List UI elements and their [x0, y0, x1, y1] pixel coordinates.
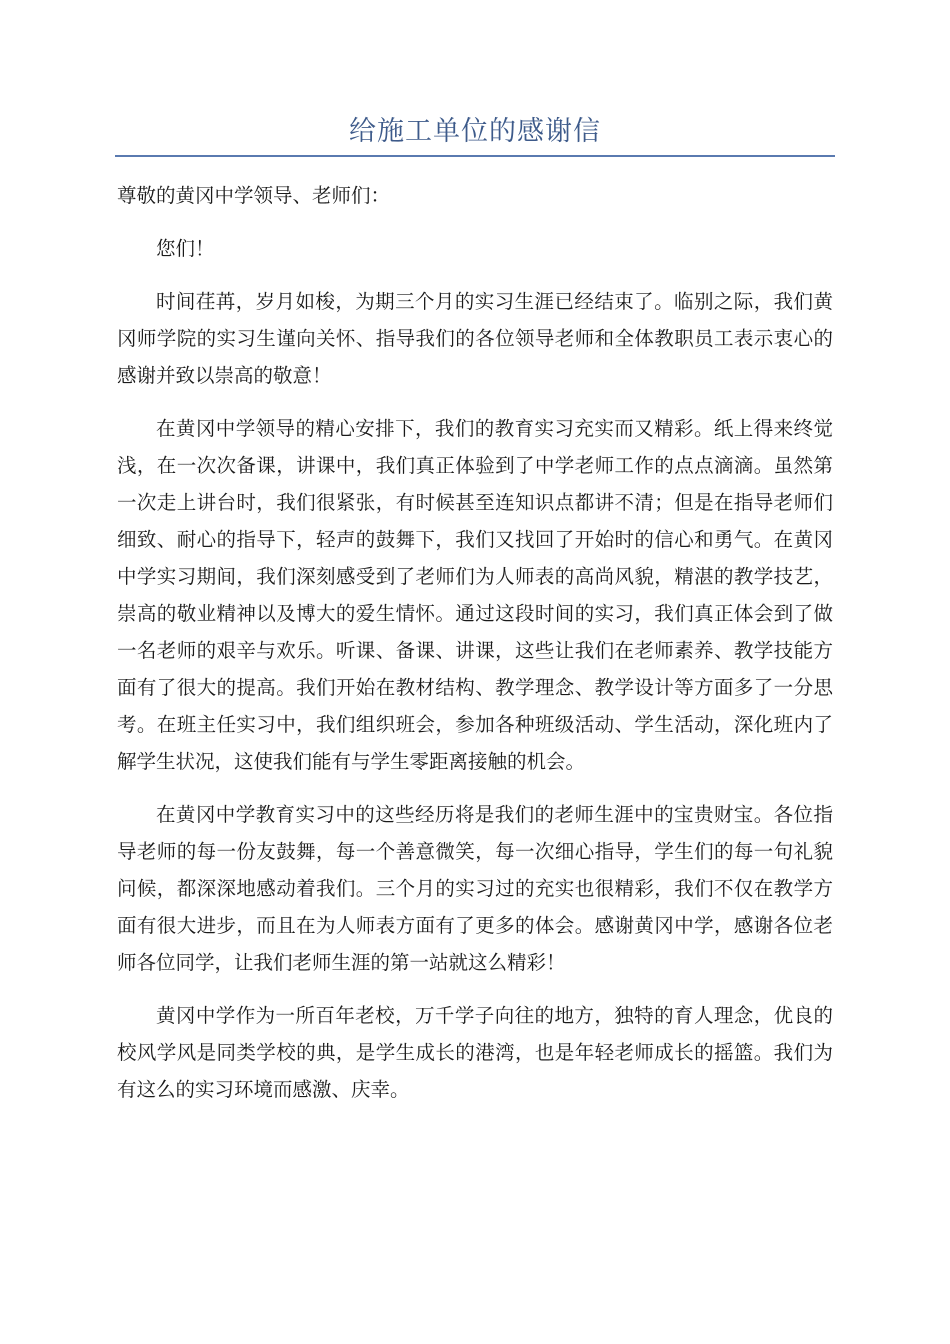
paragraph-3: 在黄冈中学教育实习中的这些经历将是我们的老师生涯中的宝贵财宝。各位指导老师的每一份友鼓舞，每一个善意微笑，每一次细心指导，学生们的每一句礼貌问候，都深深地感动着我们。三个月的实习过的充实也很精彩，我们不仅在教学方面有很大进步，而且在为人师表方面有了更多的体会。感谢黄冈中学，感谢各位老师各位同学，让我们老师生涯的第一站就这么精彩！	[117, 803, 833, 974]
document-title: 给施工单位的感谢信	[349, 116, 601, 147]
paragraph-2: 在黄冈中学领导的精心安排下，我们的教育实习充实而又精彩。纸上得来终觉浅，在一次次备课，讲课中，我们真正体验到了中学老师工作的点点滴滴。虽然第一次走上讲台时，我们很紧张，有时候甚至连知识点都讲不清；但是在指导老师们细致、耐心的指导下，轻声的鼓舞下，我们又找回了开始时的信心和勇气。在黄冈中学实习期间，我们深刻感受到了老师们为人师表的高尚风貌，精湛的教学技艺，崇高的敬业精神以及博大的爱生情怀。通过这段时间的实习，我们真正体会到了做一名老师的艰辛与欢乐。听课、备课、讲课，这些让我们在老师素养、教学技能方面有了很大的提高。我们开始在教材结构、教学理念、教学设计等方面多了一分思考。在班主任实习中，我们组织班会，参加各种班级活动、学生活动，深化班内了解学生状况，这使我们能有与学生零距离接触的机会。	[117, 417, 833, 773]
salutation: 尊敬的黄冈中学领导、老师们：	[117, 184, 391, 207]
letter-body	[117, 177, 833, 1124]
paragraph-1: 时间荏苒，岁月如梭，为期三个月的实习生涯已经结束了。临别之际，我们黄冈师学院的实习生谨向关怀、指导我们的各位领导老师和全体教职员工表示衷心的感谢并致以崇高的敬意！	[117, 290, 833, 387]
title-underline	[115, 155, 835, 157]
paragraph-4: 黄冈中学作为一所百年老校，万千学子向往的地方，独特的育人理念，优良的校风学风是同类学校的典，是学生成长的港湾，也是年轻老师成长的摇篮。我们为有这么的实习环境而感激、庆幸。	[117, 1004, 833, 1101]
greeting: 您们！	[156, 237, 215, 260]
